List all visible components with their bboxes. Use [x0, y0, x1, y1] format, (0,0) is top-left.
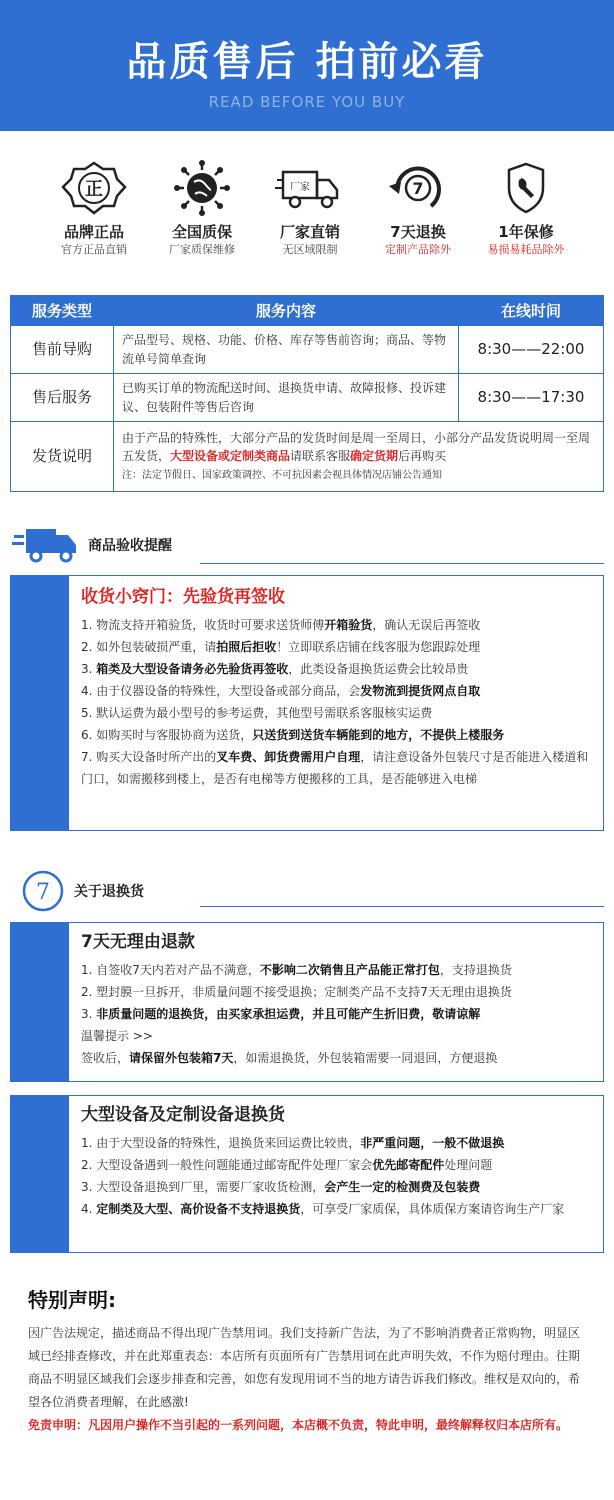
header-banner	[0, 0, 614, 131]
shipping-note: 由于产品的特殊性，大部分产品的发货时间是周一至周日，小部分产品发货说明周一至周五发货，大型设备或定制类商品请联系客服确定货期后再购买 注：法定节假日、国家政策调控、不可抗因素会视具体情况店铺公告通知	[114, 422, 604, 492]
list-item: 2. 塑封膜一旦拆开，非质量问题不接受退换；定制类产品不支持7天无理由退换货	[81, 985, 512, 999]
table-header-row	[11, 296, 604, 326]
feature-sub: 厂家质保维修	[169, 243, 235, 256]
list-item: 1. 由于大型设备的特殊性，退换货来回运费比较贵，非严重问题，一般不做退换	[81, 1136, 505, 1150]
feature-row	[40, 160, 580, 270]
list-item: 7. 购买大设备时所产出的叉车费、卸货费需用户自理，请注意设备外包装尺寸是否能进入楼道和门口，如需搬移到楼上，是否有电梯等方便搬移的工具，是否能够进入电梯	[81, 750, 589, 786]
list-item: 5. 默认运费为最小型号的参考运费，其他型号需联系客服核实运费	[81, 706, 433, 720]
service-content: 产品型号、规格、功能、价格、库存等售前咨询；商品、等物流单号简单查询	[114, 326, 459, 374]
inspection-list	[81, 614, 591, 790]
large-equipment-panel	[10, 1095, 604, 1253]
list-item: 2. 大型设备遇到一般性问题能通过邮寄配件处理厂家会优先邮寄配件处理问题	[81, 1158, 493, 1172]
inspection-panel	[10, 575, 604, 831]
genuine-badge-icon	[59, 160, 129, 216]
page-subtitle: READ BEFORE YOU BUY	[208, 93, 406, 111]
seven-badge-icon	[22, 870, 64, 912]
feature-title: 全国质保	[171, 223, 232, 241]
feature-warranty	[148, 160, 256, 270]
list-item: 2. 如外包装破损严重，请拍照后拒收！立即联系店铺在线客服为您跟踪处理	[81, 640, 481, 654]
list-item: 3. 非质量问题的退换货，由买家承担运费，并且可能产生折旧费，敬请谅解	[81, 1007, 481, 1021]
divider	[200, 563, 604, 564]
table-row	[11, 326, 604, 374]
panel-accent-bar	[11, 576, 69, 830]
column-header: 在线时间	[459, 296, 604, 326]
seven-glyph: 7	[412, 179, 424, 198]
service-content: 已购买订单的物流配送时间、退换货申请、故障报修、投诉建议、包装附件等售后咨询	[114, 374, 459, 422]
list-item: 6. 如购买时与客服协商为送货，只送货到送货车辆能到的地方，不提供上楼服务	[81, 728, 505, 742]
shipping-footnote: 注：法定节假日、国家政策调控、不可抗因素会视具体情况店铺公告通知	[122, 469, 442, 481]
service-type: 售前导购	[11, 326, 114, 374]
sign-note: 签收后，请保留外包装箱7天，如需退换货，外包装箱需要一同退回，方便退换	[81, 1051, 498, 1065]
seven-day-return-icon	[383, 160, 453, 216]
declaration-body: 因广告法规定，描述商品不得出现广告禁用词。我们支持新广告法，为了不影响消费者正常购物，明显区域已经排查修改，并在此郑重表态：本店所有页面所有广告禁用词在此声明失效，不作为赔付理由。往期商品不明显区域我们会逐步排查和完善，如您有发现用词不当的地方请告诉我们修改。维权是双向的，希望各位消费者理解，在此感激!	[28, 1326, 581, 1409]
panel-accent-bar	[11, 1096, 69, 1252]
service-time: 8:30——22:00	[459, 326, 604, 374]
large-equipment-list	[81, 1132, 591, 1220]
genuine-glyph: 正	[85, 179, 103, 200]
delivery-truck-icon	[12, 525, 78, 565]
svg-text:7: 7	[36, 880, 50, 905]
feature-title: 品牌正品	[63, 223, 124, 241]
feature-sub: 官方正品直销	[61, 243, 127, 256]
returns-section-header	[22, 870, 144, 912]
page-title: 品质售后 拍前必看	[126, 39, 488, 85]
table-row	[11, 374, 604, 422]
feature-sub: 定制产品除外	[385, 243, 451, 256]
list-item: 1. 物流支持开箱验货，收货时可要求送货师傅开箱验货，确认无误后再签收	[81, 618, 481, 632]
feature-genuine	[40, 160, 148, 270]
list-item: 4. 由于仪器设备的特殊性，大型设备或部分商品，会发物流到提货网点自取	[81, 684, 481, 698]
feature-sub: 易损易耗品除外	[487, 243, 565, 256]
section-label: 关于退换货	[74, 884, 144, 900]
service-type: 发货说明	[11, 422, 114, 492]
global-warranty-icon	[167, 160, 237, 216]
divider	[200, 906, 604, 907]
panel-heading: 大型设备及定制设备退换货	[81, 1105, 285, 1125]
feature-title: 1年保修	[498, 223, 554, 241]
inspection-section-header	[12, 525, 172, 565]
shield-wrench-icon	[491, 160, 561, 216]
refund-list	[81, 959, 591, 1025]
service-type: 售后服务	[11, 374, 114, 422]
list-item: 4. 定制类及大型、高价设备不支持退换货，可享受厂家质保，具体质保方案请咨询生产厂家	[81, 1202, 565, 1216]
special-declaration	[28, 1286, 588, 1437]
feature-title: 厂家直销	[279, 223, 340, 241]
feature-return	[364, 160, 472, 270]
feature-warranty-year	[472, 160, 580, 270]
list-item: 3. 大型设备退换到厂里，需要厂家收货检测，会产生一定的检测费及包装费	[81, 1180, 481, 1194]
service-table	[10, 295, 604, 492]
section-label: 商品验收提醒	[88, 538, 172, 554]
seven-day-refund-panel	[10, 922, 604, 1082]
column-header: 服务内容	[114, 296, 459, 326]
panel-heading: 7天无理由退款	[81, 932, 195, 952]
truck-glyph: 厂家	[290, 182, 310, 193]
feature-direct	[256, 160, 364, 270]
table-row	[11, 422, 604, 492]
panel-accent-bar	[11, 923, 69, 1081]
disclaimer: 免责申明：凡因用户操作不当引起的一系列问题，本店概不负责，特此申明，最终解释权归本店所有。	[28, 1418, 569, 1432]
feature-title: 7天退换	[390, 223, 446, 241]
panel-heading: 收货小窍门：先验货再签收	[81, 587, 285, 607]
column-header: 服务类型	[11, 296, 114, 326]
list-item: 3. 箱类及大型设备请务必先验货再签收，此类设备退换货运费会比较昂贵	[81, 662, 469, 676]
feature-sub: 无区域限制	[282, 243, 338, 256]
list-item: 1. 自签收7天内若对产品不满意，不影响二次销售且产品能正常打包，支持退换货	[81, 963, 512, 977]
declaration-title: 特别声明:	[28, 1288, 116, 1312]
tip-label: 温馨提示 >>	[81, 1029, 153, 1043]
service-time: 8:30——17:30	[459, 374, 604, 422]
delivery-truck-icon	[275, 160, 345, 216]
